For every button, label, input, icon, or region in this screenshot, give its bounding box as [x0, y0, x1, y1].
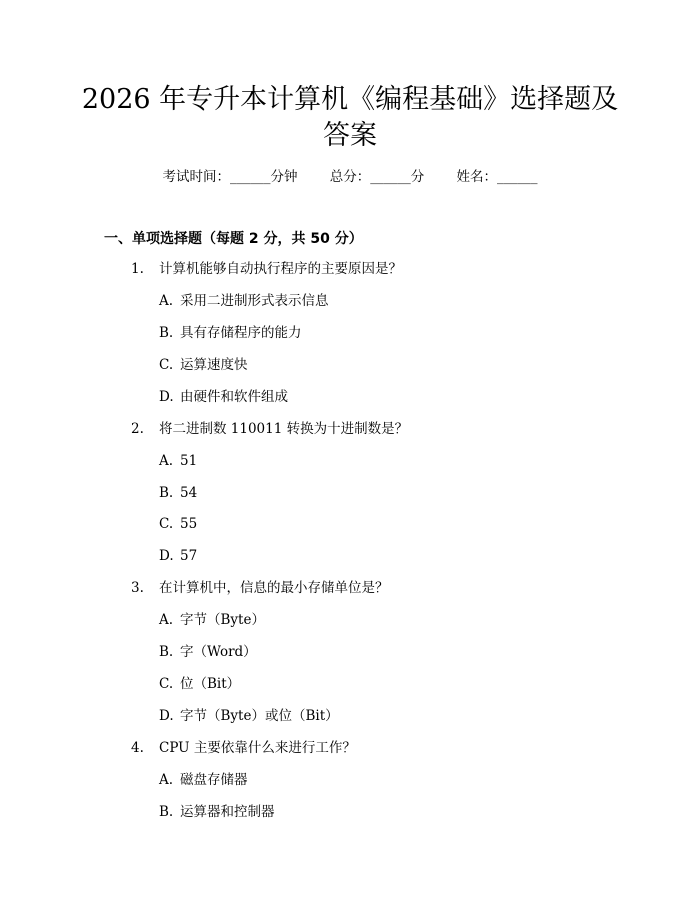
question-number: 2. — [131, 421, 144, 437]
option-letter: A. — [159, 293, 174, 309]
option-letter: B. — [159, 325, 174, 341]
question-text: 将二进制数 110011 转换为十进制数是？ — [159, 421, 409, 437]
option-text: 运算速度快 — [180, 357, 248, 373]
option-text: 采用二进制形式表示信息 — [180, 293, 329, 309]
option-letter: A. — [159, 612, 174, 628]
option-letter: B. — [159, 485, 174, 501]
section-heading: 一、单项选择题（每题 2 分，共 50 分） — [104, 231, 363, 247]
question-text: 计算机能够自动执行程序的主要原因是？ — [159, 261, 402, 277]
question-text: CPU 主要依靠什么来进行工作？ — [159, 740, 356, 756]
option-letter: C. — [159, 516, 174, 532]
option-text: 磁盘存储器 — [180, 772, 248, 788]
option-text: 字节（Byte） — [180, 612, 265, 628]
option-text: 字（Word） — [180, 644, 257, 660]
option-text: 由硬件和软件组成 — [180, 389, 288, 405]
option-text: 具有存储程序的能力 — [180, 325, 302, 341]
option-text: 57 — [180, 548, 198, 564]
question-number: 3. — [131, 580, 144, 596]
option-letter: C. — [159, 357, 174, 373]
exam-time-field: 考试时间：______分钟 — [162, 169, 298, 185]
option-letter: A. — [159, 772, 174, 788]
question-number: 1. — [131, 261, 144, 277]
option-text: 字节（Byte）或位（Bit） — [180, 708, 339, 724]
question-number: 4. — [131, 740, 144, 756]
exam-meta — [0, 167, 700, 187]
option-text: 位（Bit） — [180, 676, 241, 692]
option-letter: A. — [159, 453, 174, 469]
document-title-line1: 2026 年专升本计算机《编程基础》选择题及 — [81, 84, 619, 115]
option-text: 55 — [180, 516, 198, 532]
option-letter: D. — [159, 708, 174, 724]
total-score-field: 总分：______分 — [329, 169, 425, 185]
option-letter: B. — [159, 644, 174, 660]
option-letter: B. — [159, 804, 174, 820]
option-letter: C. — [159, 676, 174, 692]
option-letter: D. — [159, 548, 174, 564]
document-title-line2: 答案 — [323, 120, 377, 151]
option-letter: D. — [159, 389, 174, 405]
option-text: 54 — [180, 485, 198, 501]
question-text: 在计算机中，信息的最小存储单位是？ — [159, 580, 389, 596]
name-field: 姓名：______ — [456, 169, 538, 185]
option-text: 51 — [180, 453, 198, 469]
option-text: 运算器和控制器 — [180, 804, 275, 820]
